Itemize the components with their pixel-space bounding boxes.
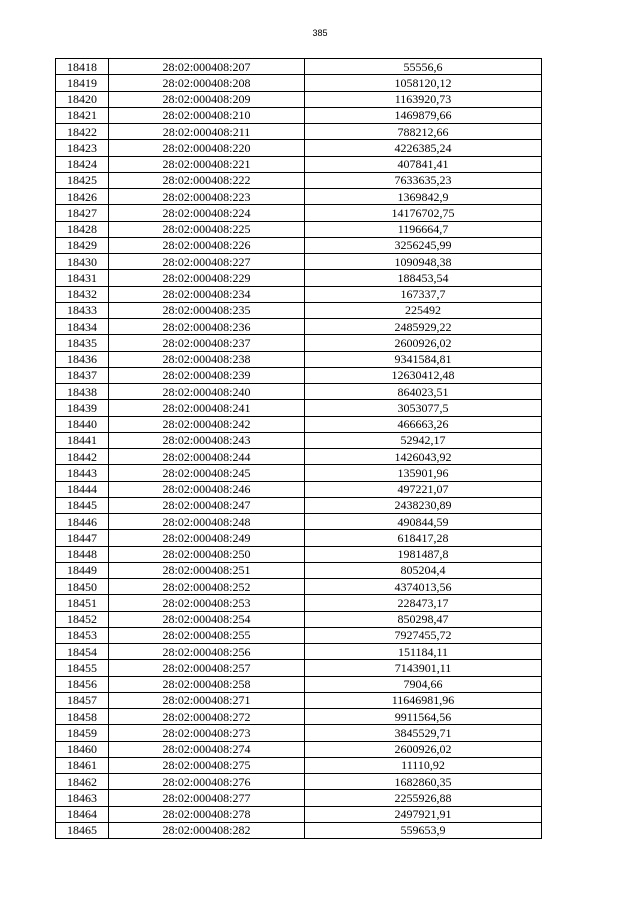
row-number-cell: 18445 [56,497,109,513]
table-row [56,562,542,578]
cadastral-number-cell: 28:02:000408:276 [109,774,305,790]
value-cell: 559653,9 [305,822,542,838]
table-row [56,172,542,188]
table-row [56,725,542,741]
table-row [56,627,542,643]
row-number-cell: 18443 [56,465,109,481]
value-cell: 3845529,71 [305,725,542,741]
row-number-cell: 18446 [56,514,109,530]
table-row [56,124,542,140]
cadastral-number-cell: 28:02:000408:208 [109,75,305,91]
value-cell: 1058120,12 [305,75,542,91]
row-number-cell: 18426 [56,189,109,205]
row-number-cell: 18453 [56,627,109,643]
value-cell: 1196664,7 [305,221,542,237]
cadastral-number-cell: 28:02:000408:248 [109,514,305,530]
row-number-cell: 18435 [56,335,109,351]
cadastral-number-cell: 28:02:000408:252 [109,579,305,595]
table-row [56,140,542,156]
table-row [56,449,542,465]
table-row [56,286,542,302]
value-cell: 11110,92 [305,757,542,773]
row-number-cell: 18455 [56,660,109,676]
table-row [56,351,542,367]
table-row [56,579,542,595]
row-number-cell: 18440 [56,416,109,432]
table-row [56,644,542,660]
cadastral-number-cell: 28:02:000408:240 [109,384,305,400]
row-number-cell: 18429 [56,237,109,253]
cadastral-number-cell: 28:02:000408:207 [109,59,305,75]
value-cell: 135901,96 [305,465,542,481]
table-row [56,676,542,692]
value-cell: 7927455,72 [305,627,542,643]
table-row [56,156,542,172]
value-cell: 4374013,56 [305,579,542,595]
table-row [56,270,542,286]
row-number-cell: 18422 [56,124,109,140]
row-number-cell: 18418 [56,59,109,75]
cadastral-number-cell: 28:02:000408:257 [109,660,305,676]
value-cell: 1682860,35 [305,774,542,790]
table-row [56,107,542,123]
cadastral-number-cell: 28:02:000408:229 [109,270,305,286]
table-row [56,75,542,91]
row-number-cell: 18423 [56,140,109,156]
row-number-cell: 18424 [56,156,109,172]
value-cell: 9341584,81 [305,351,542,367]
value-cell: 9911564,56 [305,709,542,725]
value-cell: 490844,59 [305,514,542,530]
row-number-cell: 18459 [56,725,109,741]
table-row [56,481,542,497]
cadastral-number-cell: 28:02:000408:247 [109,497,305,513]
value-cell: 2255926,88 [305,790,542,806]
table-row [56,530,542,546]
row-number-cell: 18437 [56,367,109,383]
value-cell: 3256245,99 [305,237,542,253]
table-row [56,660,542,676]
cadastral-number-cell: 28:02:000408:244 [109,449,305,465]
row-number-cell: 18439 [56,400,109,416]
row-number-cell: 18420 [56,91,109,107]
table-row [56,709,542,725]
row-number-cell: 18464 [56,806,109,822]
cadastral-number-cell: 28:02:000408:271 [109,692,305,708]
row-number-cell: 18450 [56,579,109,595]
cadastral-number-cell: 28:02:000408:253 [109,595,305,611]
value-cell: 7904,66 [305,676,542,692]
value-cell: 52942,17 [305,432,542,448]
row-number-cell: 18454 [56,644,109,660]
row-number-cell: 18451 [56,595,109,611]
cadastral-number-cell: 28:02:000408:249 [109,530,305,546]
row-number-cell: 18448 [56,546,109,562]
cadastral-number-cell: 28:02:000408:243 [109,432,305,448]
row-number-cell: 18441 [56,432,109,448]
table-row [56,822,542,838]
value-cell: 2497921,91 [305,806,542,822]
cadastral-number-cell: 28:02:000408:241 [109,400,305,416]
table-row [56,432,542,448]
cadastral-number-cell: 28:02:000408:273 [109,725,305,741]
row-number-cell: 18428 [56,221,109,237]
value-cell: 1981487,8 [305,546,542,562]
table-row [56,790,542,806]
cadastral-number-cell: 28:02:000408:226 [109,237,305,253]
table-row [56,514,542,530]
value-cell: 805204,4 [305,562,542,578]
cadastral-number-cell: 28:02:000408:237 [109,335,305,351]
value-cell: 618417,28 [305,530,542,546]
value-cell: 407841,41 [305,156,542,172]
row-number-cell: 18431 [56,270,109,286]
table-row [56,367,542,383]
row-number-cell: 18452 [56,611,109,627]
cadastral-number-cell: 28:02:000408:220 [109,140,305,156]
table-row [56,611,542,627]
cadastral-number-cell: 28:02:000408:258 [109,676,305,692]
value-cell: 4226385,24 [305,140,542,156]
value-cell: 11646981,96 [305,692,542,708]
row-number-cell: 18432 [56,286,109,302]
cadastral-number-cell: 28:02:000408:234 [109,286,305,302]
table-row [56,335,542,351]
value-cell: 2485929,22 [305,319,542,335]
cadastral-number-cell: 28:02:000408:246 [109,481,305,497]
row-number-cell: 18430 [56,254,109,270]
value-cell: 55556,6 [305,59,542,75]
row-number-cell: 18462 [56,774,109,790]
page-number: 385 [312,28,328,38]
value-cell: 14176702,75 [305,205,542,221]
value-cell: 188453,54 [305,270,542,286]
table-row [56,774,542,790]
value-cell: 1426043,92 [305,449,542,465]
value-cell: 1369842,9 [305,189,542,205]
cadastral-number-cell: 28:02:000408:274 [109,741,305,757]
cadastral-number-cell: 28:02:000408:272 [109,709,305,725]
cadastral-number-cell: 28:02:000408:235 [109,302,305,318]
cadastral-number-cell: 28:02:000408:210 [109,107,305,123]
value-cell: 850298,47 [305,611,542,627]
table-row [56,221,542,237]
value-cell: 2600926,02 [305,335,542,351]
table-row [56,302,542,318]
value-cell: 3053077,5 [305,400,542,416]
cadastral-number-cell: 28:02:000408:221 [109,156,305,172]
cadastral-number-cell: 28:02:000408:227 [109,254,305,270]
value-cell: 151184,11 [305,644,542,660]
table-row [56,237,542,253]
row-number-cell: 18421 [56,107,109,123]
cadastral-number-cell: 28:02:000408:250 [109,546,305,562]
table-row [56,497,542,513]
row-number-cell: 18458 [56,709,109,725]
row-number-cell: 18457 [56,692,109,708]
value-cell: 466663,26 [305,416,542,432]
registry-table-body [56,59,542,839]
cadastral-number-cell: 28:02:000408:239 [109,367,305,383]
cadastral-number-cell: 28:02:000408:211 [109,124,305,140]
cadastral-number-cell: 28:02:000408:223 [109,189,305,205]
table-row [56,692,542,708]
table-row [56,400,542,416]
cadastral-number-cell: 28:02:000408:242 [109,416,305,432]
cadastral-number-cell: 28:02:000408:256 [109,644,305,660]
row-number-cell: 18442 [56,449,109,465]
row-number-cell: 18425 [56,172,109,188]
row-number-cell: 18461 [56,757,109,773]
row-number-cell: 18463 [56,790,109,806]
value-cell: 864023,51 [305,384,542,400]
table-row [56,384,542,400]
cadastral-number-cell: 28:02:000408:278 [109,806,305,822]
value-cell: 1163920,73 [305,91,542,107]
value-cell: 497221,07 [305,481,542,497]
row-number-cell: 18465 [56,822,109,838]
table-row [56,546,542,562]
table-row [56,205,542,221]
row-number-cell: 18449 [56,562,109,578]
cadastral-number-cell: 28:02:000408:282 [109,822,305,838]
cadastral-number-cell: 28:02:000408:222 [109,172,305,188]
table-row [56,59,542,75]
row-number-cell: 18434 [56,319,109,335]
row-number-cell: 18427 [56,205,109,221]
table-row [56,254,542,270]
row-number-cell: 18460 [56,741,109,757]
cadastral-number-cell: 28:02:000408:238 [109,351,305,367]
cadastral-number-cell: 28:02:000408:251 [109,562,305,578]
value-cell: 2438230,89 [305,497,542,513]
table-row [56,189,542,205]
value-cell: 228473,17 [305,595,542,611]
table-row [56,741,542,757]
table-row [56,806,542,822]
table-row [56,91,542,107]
row-number-cell: 18456 [56,676,109,692]
registry-table [55,58,542,839]
cadastral-number-cell: 28:02:000408:236 [109,319,305,335]
value-cell: 7633635,23 [305,172,542,188]
table-row [56,757,542,773]
value-cell: 7143901,11 [305,660,542,676]
row-number-cell: 18433 [56,302,109,318]
value-cell: 2600926,02 [305,741,542,757]
value-cell: 1090948,38 [305,254,542,270]
row-number-cell: 18436 [56,351,109,367]
table-row [56,416,542,432]
value-cell: 12630412,48 [305,367,542,383]
value-cell: 788212,66 [305,124,542,140]
table-row [56,319,542,335]
cadastral-number-cell: 28:02:000408:209 [109,91,305,107]
value-cell: 1469879,66 [305,107,542,123]
table-row [56,595,542,611]
value-cell: 225492 [305,302,542,318]
row-number-cell: 18444 [56,481,109,497]
table-row [56,465,542,481]
value-cell: 167337,7 [305,286,542,302]
cadastral-number-cell: 28:02:000408:245 [109,465,305,481]
cadastral-number-cell: 28:02:000408:254 [109,611,305,627]
row-number-cell: 18438 [56,384,109,400]
cadastral-number-cell: 28:02:000408:277 [109,790,305,806]
row-number-cell: 18419 [56,75,109,91]
cadastral-number-cell: 28:02:000408:275 [109,757,305,773]
cadastral-number-cell: 28:02:000408:225 [109,221,305,237]
cadastral-number-cell: 28:02:000408:224 [109,205,305,221]
cadastral-number-cell: 28:02:000408:255 [109,627,305,643]
row-number-cell: 18447 [56,530,109,546]
